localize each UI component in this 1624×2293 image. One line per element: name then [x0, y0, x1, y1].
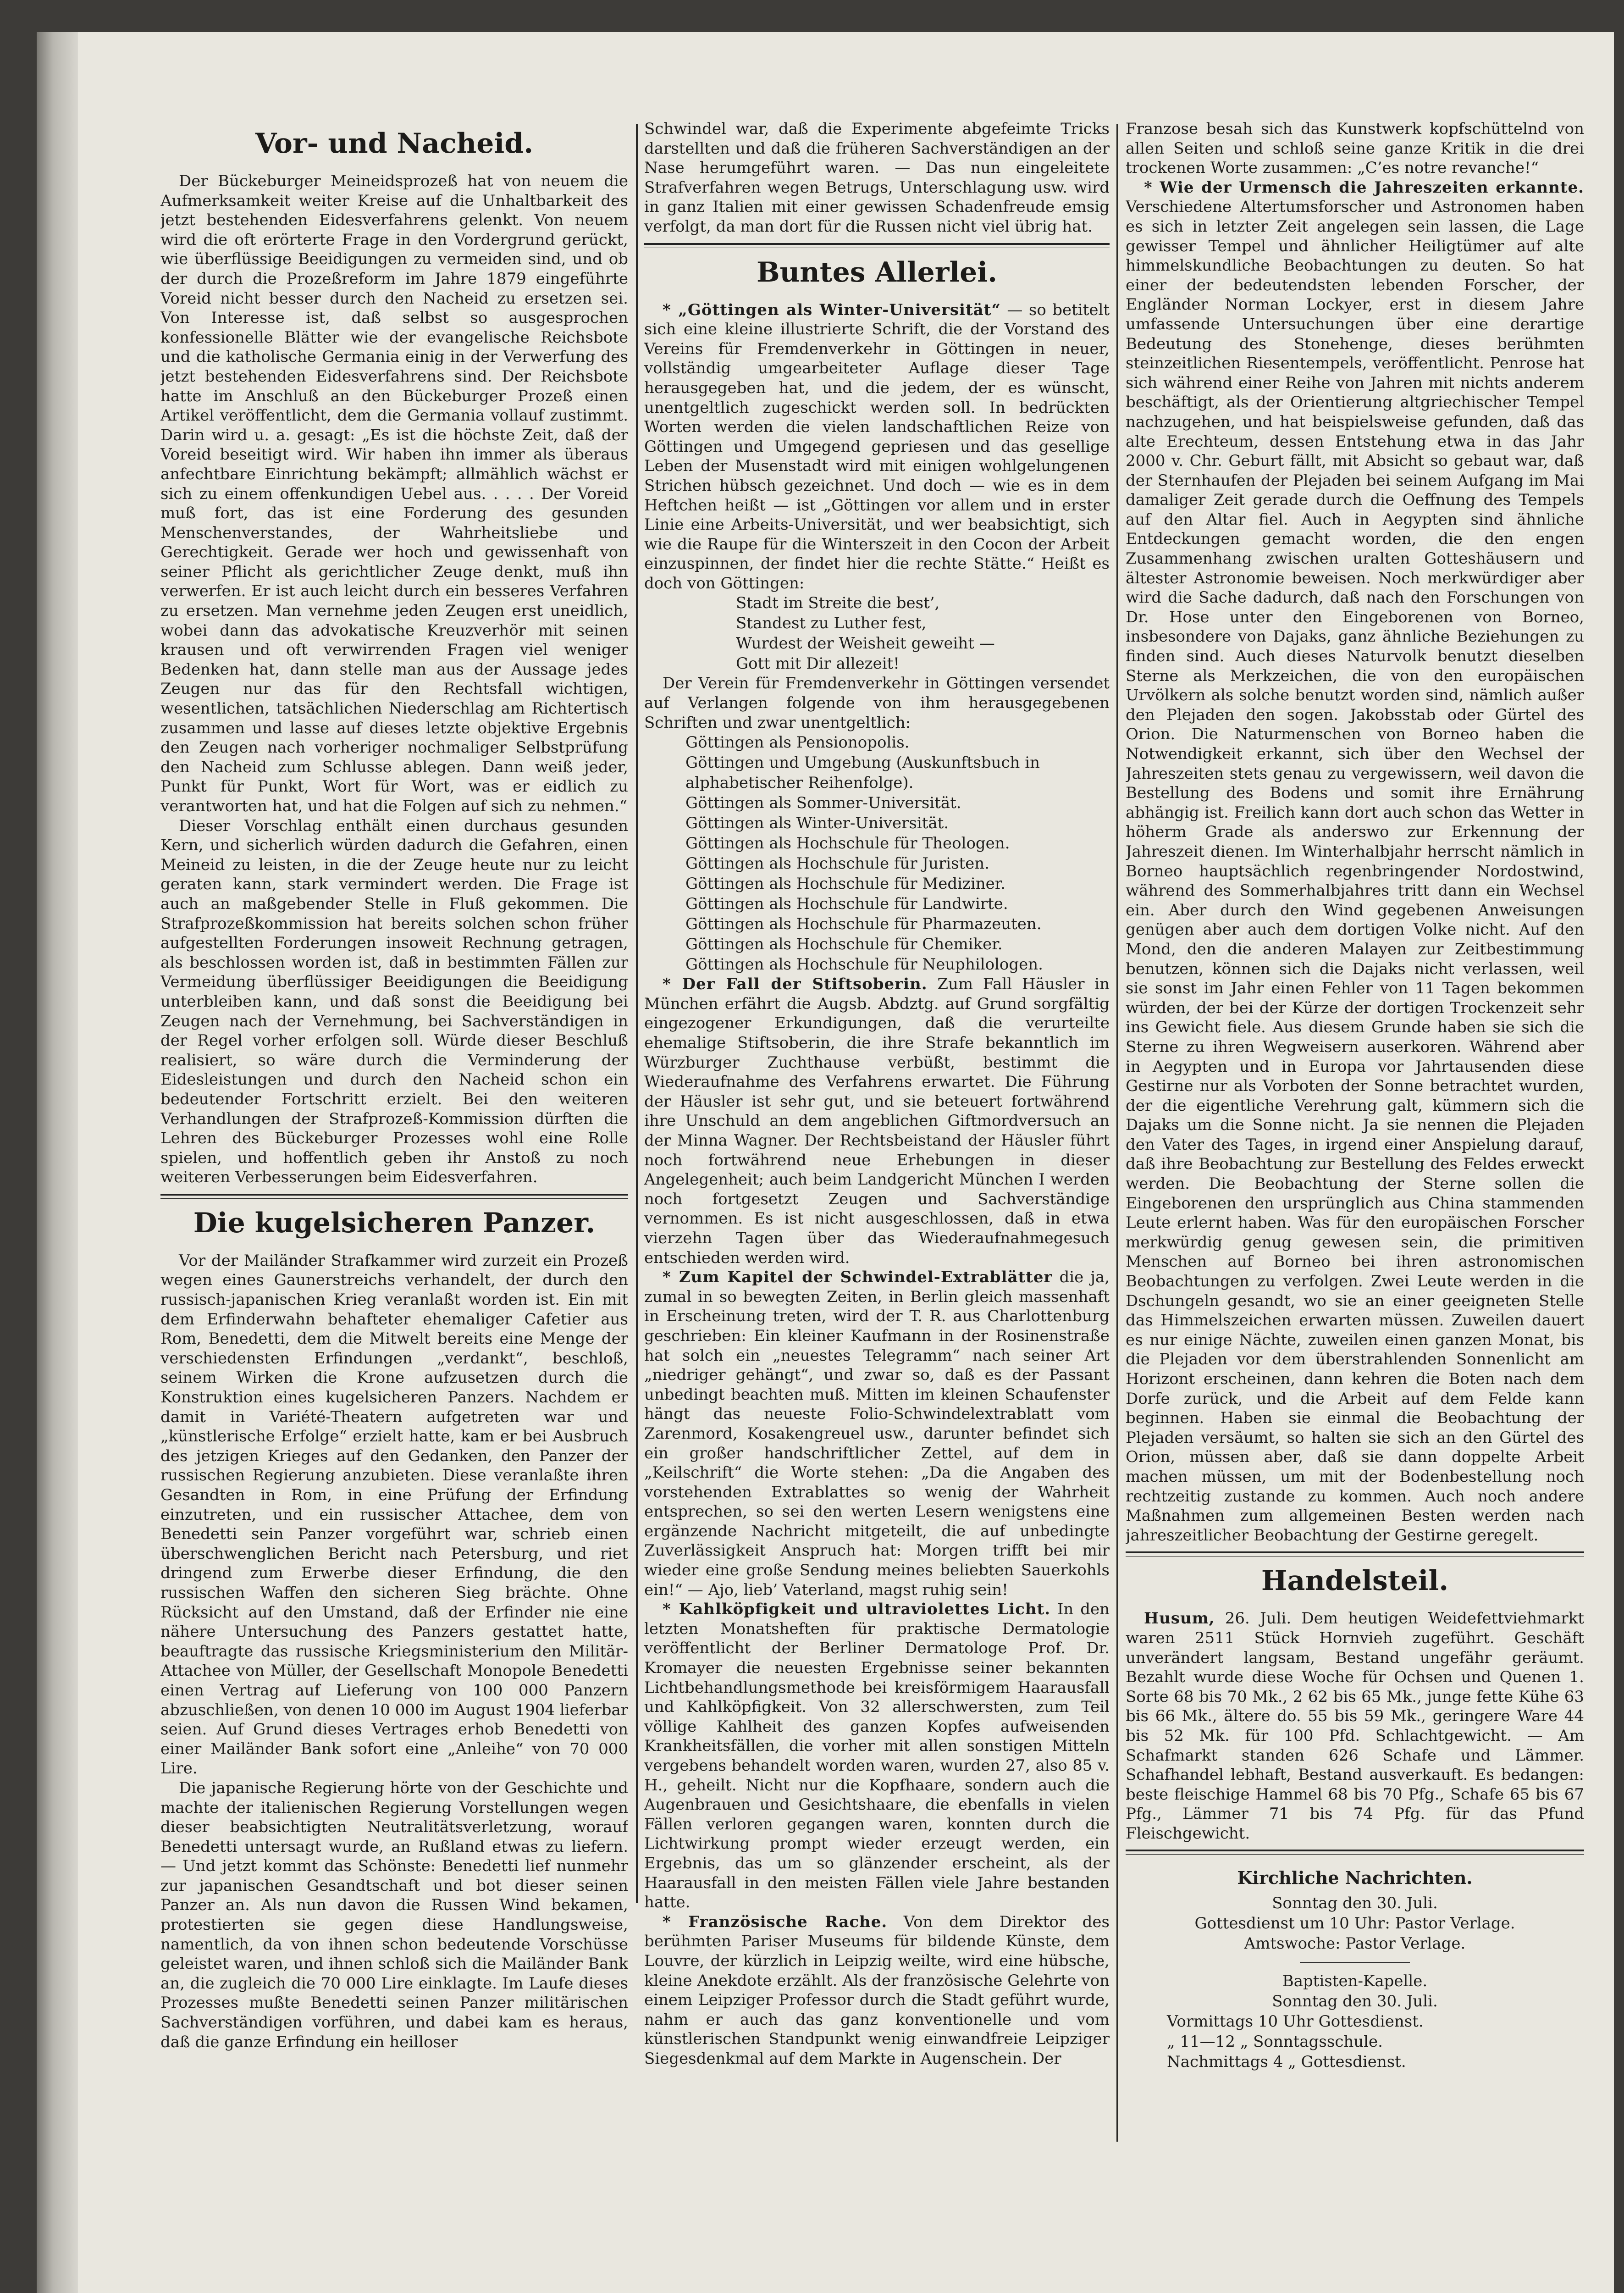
baptist-title: Baptisten-Kapelle. [1282, 1972, 1428, 1991]
section-rule [1126, 1551, 1584, 1556]
item-title: * „Göttingen als Winter-Universität“ [663, 300, 1001, 319]
article-paragraph: Der Bückeburger Meineidsprozeß hat von neuem die Aufmerksamkeit weiter Kreise auf die Unhaltbarkeit des jetzt bestehenden Eidesverfahrens gelenkt. Von neuem wird die oft erörterte Frage in den Vordergrund gerückt, wie überflüssige Beeidigungen zu vermeiden sind, und ob der durch die Prozeßreform im Jahre 1879 eingeführte Voreid nicht besser durch den Nacheid zu ersetzen sei. Von Interesse ist, daß selbst so ausgesprochen konfessionelle Blätter wie der evangelische Reichsbote und die katholische Germania einig in der Verwerfung des jetzt bestehenden Eidesverfahrens sind. Der Reichsbote hatte im Anschluß an den Bückeburger Prozeß einen Artikel veröffentlicht, dem die Germania vollauf zustimmt. Darin wird u. a. gesagt: „Es ist die höchste Zeit, daß der Voreid beseitigt wird. Wir haben ihn immer als überaus anfechtbare Einrichtung bekämpft; allmählich wächst er sich zu einem offenkundigen Uebel aus. . . . . Der Voreid muß fort, das ist eine Forderung des gesunden Menschenverstandes, der Wahrheitsliebe und Gerechtigkeit. Gerade wer hoch und gewissenhaft von seiner Pflicht als gerichtlicher Zeuge denkt, muß ihn verwerfen. Er ist auch leicht durch ein besseres Verfahren zu ersetzen. Man vernehme jeden Zeugen erst uneidlich, wobei dann das advokatische Kreuzverhör mit seinen krausen und oft verwirrenden Fragen viel weniger Bedenken hat, dann stelle man aus der Aussage jedes Zeugen nur das für den Rechtsfall wichtigen, wesentlichen, tatsächlichen Niederschlag am Richtertisch zusammen und lasse auf dieses letzte objektive Ergebnis den Zeugen nach vorheriger nochmaliger Selbstprüfung den Nacheid zum Schlusse ablegen. Dann weiß jeder, Punkt für Punkt, Wort für Wort, was er eidlich zu verantworten hat, und hat die Folgen auf sich zu nehmen.“ [160, 172, 628, 815]
list-item: Göttingen als Hochschule für Theologen. [685, 834, 1010, 853]
list-item: Göttingen als Winter-Universität. [685, 814, 949, 833]
publication-list [685, 732, 1110, 975]
column-middle [644, 119, 1110, 2155]
item-title: Husum, [1144, 1609, 1215, 1628]
item-title: * Wie der Urmensch die Jahreszeiten erkannte. [1144, 178, 1584, 197]
poem-line: Gott mit Dir allezeit! [736, 654, 900, 673]
poem-line: Standest zu Luther fest, [736, 614, 927, 633]
column-divider [636, 124, 638, 1903]
item-text: Zum Fall Häusler in München erfährt die Augsb. Abdztg. auf Grund sorgfältig eingezogener Erkundigungen, daß die verurteilte ehemalige Stiftsoberin, die ihre Strafe bekanntlich im Würzburger Zuchthause verbüßt, bestimmt die Wiederaufnahme des Verfahrens erwartet. Die Führung der Häusler ist sehr gut, und sie beteuert fortwährend ihre Unschuld an dem angeblichen Giftmordversuch an der Minna Wagner. Der Rechtsbeistand der Häusler führt noch fortwährend neue Erhebungen in dieser Angelegenheit; auch beim Landgericht München I werden noch fortgesetzt Zeugen und Sachverständige vernommen. Es ist nicht ausgeschlossen, daß in etwa vierzehn Tagen über das Wiederaufnahmegesuch entschieden werden wird. [644, 975, 1110, 1267]
article-paragraph: Dieser Vorschlag enthält einen durchaus gesunden Kern, und sicherlich würden dadurch die Gefahren, einen Meineid zu leisten, in die der Zeuge heute nur zu leicht geraten kann, stark vermindert werden. Die Frage ist auch an maßgebender Stelle in Fluß gekommen. Die Strafprozeßkommission hat bereits solchen schon früher aufgestellten Forderungen insoweit Rechnung getragen, als beschlossen worden ist, daß in bestimmten Fällen zur Vermeidung überflüssiger Beeidigungen die Beeidigung unterbleiben kann, und daß sonst die Beeidigung bei Zeugen nach der Vernehmung, bei Sachverständigen in der Regel vorher erfolgen soll. Würde dieser Beschluß realisiert, so wäre durch die Verminderung der Eidesleistungen und durch den Nacheid schon ein bedeutender Fortschritt erzielt. Bei den weiteren Verhandlungen der Strafprozeß-Kommission dürften die Lehren des Bückeburger Prozesses wohl eine Rolle spielen, und hoffentlich geben ihr Anstoß zu noch weiteren Verbesserungen beim Eidesverfahren. [160, 816, 628, 1187]
section-rule [644, 243, 1110, 248]
column-divider [1116, 124, 1118, 2142]
item-title: * Zum Kapitel der Schwindel-Extrablätter [663, 1268, 1053, 1287]
list-item: Göttingen als Hochschule für Mediziner. [685, 875, 1006, 893]
article-paragraph: Franzose besah sich das Kunstwerk kopfschüttelnd von allen Seiten und schloß seine ganze Kritik in die drei trockenen Worte zusammen: „C’es notre revanche!“ [1126, 120, 1584, 177]
item-text: — so betitelt sich eine kleine illustrierte Schrift, die der Vorstand des Vereins für Fremdenverkehr in Göttingen in neuer, vollständig umgearbeiteter Auflage dieser Tage herausgegeben hat, und die jedem, der es wünscht, unentgeltlich zugeschickt werden soll. In bedrückten Worten werden die vielen landschaftlichen Reize von Göttingen und Umgegend gepriesen und das gesellige Leben der Musenstadt wird mit einigen wohlgelungenen Strichen hübsch gezeichnet. Und doch — wie es in dem Heftchen heißt — ist „Göttingen vor allem und in erster Linie eine Arbeits-Universität, und wer beabsichtigt, sich wie die Raupe für die Winterszeit in den Cocon der Arbeit einzuspinnen, der findet hier die rechte Stätte.“ Heißt es doch von Göttingen: [644, 300, 1110, 593]
item-title: * Kahlköpfigkeit und ultraviolettes Licht. [663, 1600, 1051, 1619]
item-text: die ja, zumal in so bewegten Zeiten, in Berlin gleich massenhaft in Erscheinung treten, wird der T. R. aus Charlottenburg geschrieben: Ein kleiner Kaufmann in der Rosinenstraße hat solch ein „neuestes Telegramm“ nach seiner Art „niedriger gehängt“, und zwar so, daß es der Passant unbedingt beachten muß. Mitten im kleinen Schaufenster hängt das neueste Folio-Schwindelextrablatt vom Zarenmord, Kosakengreuel usw., darunter befindet sich ein großer handschriftlicher Zettel, auf dem in „Keilschrift“ die Worte stehen: „Da die Angaben des vorstehenden Extrablattes so wenig der Wahrheit entsprechen, so sei den werten Lesern wenigstens eine ergänzende Nachricht mitgeteilt, die auf unbedingte Zuverlässigkeit Anspruch hat: Morgen trifft bei mir wieder eine große Sendung meines beliebten Sauerkohls ein!“ — Ajo, lieb’ Vaterland, magst ruhig sein! [644, 1268, 1110, 1599]
item-text: 26. Juli. Dem heutigen Weidefettviehmarkt waren 2511 Stück Hornvieh zugeführt. Geschäft unverändert langsam, Bestand ungefähr geräumt. Bezahlt wurde diese Woche für Ochsen und Quenen 1. Sorte 68 bis 70 Mk., 2 62 bis 65 Mk., junge fette Kühe 63 bis 66 Mk., ältere do. 55 bis 59 Mk., geringere Ware 44 bis 52 Mk. für 100 Pfd. Schlachtgewicht. — Am Schafmarkt standen 626 Schafe und Lämmer. Schafhandel lebhaft, Bestand ausverkauft. Es bedangen: beste fleischige Hammel 68 bis 70 Pfg., Schafe 65 bis 67 Pfg., Lämmer 71 bis 74 Pfg. für das Pfund Fleischgewicht. [1126, 1609, 1584, 1843]
poem-line: Wurdest der Weisheit geweiht — [736, 634, 995, 653]
item-title: * Französische Rache. [663, 1912, 888, 1931]
church-news-title: Kirchliche Nachrichten. [1237, 1867, 1473, 1889]
church-line: Sonntag den 30. Juli. [1272, 1894, 1438, 1913]
poem-line: Stadt im Streite die best’, [736, 594, 940, 613]
list-item: Göttingen als Hochschule für Juristen. [685, 854, 989, 873]
list-item: Göttingen als Hochschule für Chemiker. [685, 935, 1003, 954]
item-title: * Der Fall der Stiftsoberin. [663, 975, 928, 994]
newspaper-page [37, 32, 1614, 2293]
list-item: Göttingen als Sommer-Universität. [685, 794, 961, 813]
schedule-line: Nachmittags 4 „ Gottesdienst. [1167, 2053, 1406, 2071]
column-left [160, 119, 628, 2169]
baptist-date: Sonntag den 30. Juli. [1272, 1992, 1438, 2011]
schedule-line: Vormittags 10 Uhr Gottesdienst. [1167, 2012, 1424, 2031]
article-heading: Die kugelsicheren Panzer. [193, 1207, 596, 1239]
page-binding-edge [37, 32, 78, 2293]
church-line: Gottesdienst um 10 Uhr: Pastor Verlage. [1194, 1914, 1515, 1933]
item-text: In den letzten Monatsheften für praktische Dermatologie veröffentlicht der Berliner Dermatologe Prof. Dr. Kromayer die neuesten Ergebnisse seiner bekannten Lichtbehandlungsmethode bei kreisförmigem Haarausfall und Kahlköpfigkeit. Von 32 allerschwersten, zum Teil völlige Kahlheit des ganzen Kopfes aufweisenden Krankheitsfällen, die vorher mit allen sonstigen Mitteln vergebens behandelt worden waren, wurden 27, also 85 v. H., geheilt. Nicht nur die Kopfhaare, sondern auch die Augenbrauen und Gesichtshaare, die ebenfalls in vielen Fällen verloren gegangen waren, konnten durch die Lichtwirkung prompt wieder erzeugt werden, ein Ergebnis, das um so glänzender erscheint, als der Haarausfall in den meisten Fällen viele Jahre bestanden hatte. [644, 1600, 1110, 1912]
article-heading: Vor- und Nacheid. [255, 127, 534, 160]
list-item: Göttingen und Umgebung (Auskunftsbuch in alphabetischer Reihenfolge). [685, 753, 1040, 792]
item-text: Verschiedene Altertumsforscher und Astronomen haben es sich in letzter Zeit angelegen sein lassen, die Lage gewisser Tempel und ähnlicher Heiligtümer auf alte himmelskundliche Beobachtungen zu deuten. So hat einer der bedeutendsten lebenden Forscher, der Engländer Norman Lockyer, erst in diesem Jahre umfassende Untersuchungen über eine derartige Bedeutung des Stonehenge, dieses berühmten steinzeitlichen Riesentempels, veröffentlicht. Penrose hat sich während einer Reihe von Jahren mit nichts anderem beschäftigt, als der Orientierung altgriechischer Tempel nachzugehen, und hat beispielsweise gefunden, daß das alte Erechteum, dessen Entstehung etwa in das Jahr 2000 v. Chr. Geburt fällt, mit Absicht so gebaut war, daß der Sternhaufen der Plejaden bei seinem Aufgang im Mai damaliger Zeit gerade durch die Oeffnung des Tempels auf den Altar fiel. Auch in Aegypten sind ähnliche Entdeckungen gemacht worden, die den engen Zusammenhang zwischen uralten Gotteshäusern und ältester Astronomie beweisen. Noch merkwürdiger aber wird die Sache dadurch, daß nach den Forschungen von Dr. Hose unter den Eingeborenen von Borneo, insbesondere von Dajaks, ganz ähnliche Beziehungen zu finden sind. Auch dieses Naturvolk benutzt dieselben Sterne als Merkzeichen, die von den europäischen Urvölkern als solche benutzt worden sind, nämlich außer den Plejaden den sogen. Jakobsstab oder Gürtel des Orion. Die Naturmenschen von Borneo haben die Notwendigkeit erkannt, sich über den Wechsel der Jahreszeiten stets genau zu vergewissern, weil davon die Bestellung des Bodens und somit ihre Ernährung abhängig ist. Freilich kann dort auch schon das Wetter in höherm Grade als anderswo zur Erkennung der Jahreszeit dienen. Im Winterhalbjahr herrscht nämlich in Borneo hauptsächlich regenbringender Nordostwind, während des Sommerhalbjahres tritt dann ein Wechsel ein. Aber durch den Wind gegebenen Anweisungen genügen aber auch dem dortigen Volke nicht. Auf den Mond, den die anderen Malayen zur Zeitbestimmung benutzen, können sich die Dajaks nicht verlassen, weil sie sonst im Jahr einen Fehler von 11 Tagen bekommen würden, der bei der Kürze der dortigen Trockenzeit sehr ins Gewicht fiele. Aus diesem Grunde haben sie sich die Sterne zu ihren Wegweisern auserkoren. Während aber in Aegypten und in Europa vor Jahrtausenden diese Gestirne nur als Vorboten der Sonne betrachtet wurden, der die eigentliche Verehrung galt, kümmern sich die Dajaks um die Sonne nicht. Ja sie nennen die Plejaden den Vater des Tages, in irgend einer Anspielung darauf, daß ihre Beobachtung zur Bestellung des Feldes erweckt werden. Die Beobachtung der Sterne sollen die Eingeborenen den ursprünglich aus China stammenden Leute erlernt haben. Was für den europäischen Forscher merkwürdig genug gewesen sein, die primitiven Menschen auf Borneo bei ihren astronomischen Beobachtungen zu verfolgen. Zwei Leute werden in die Dschungeln gesandt, wo sie an einer geeigneten Stelle das Himmelszeichen erwarten müssen. Zuweilen dauert es nur einige Nächte, zuweilen einen ganzen Monat, bis die Plejaden vor dem überstrahlenden Sonnenlicht am Horizont erscheinen, dann kehren die Boten nach dem Dorfe zurück, und die Arbeit auf dem Felde kann beginnen. Haben sie einmal die Beobachtung der Plejaden versäumt, so halten sie sich an den Gürtel des Orion, müssen aber, daß sie dann doppelte Arbeit machen müssen, um mit der Bodenbestellung noch rechtzeitig zustande zu kommen. Auch noch andere Maßnahmen zum allgemeinen Besten werden nach jahreszeitlicher Beobachtung der Gestirne geregelt. [1126, 198, 1584, 1545]
list-item: Göttingen als Hochschule für Pharmazeuten. [685, 915, 1042, 934]
column-right [1126, 119, 1584, 2146]
item-text: Von dem Direktor des berühmten Pariser Museums für bildende Künste, dem Louvre, der kürzlich in Leipzig weilte, wird eine hübsche, kleine Anekdote erzählt. Als der französische Gelehrte von einem Leipziger Professor durch die Stadt geführt wurde, nahm er auch das ganz konventionelle und vom künstlerischen Standpunkt wenig einwandfreie Leipziger Siegesdenkmal auf dem Markte in Augenschein. Der [644, 1912, 1110, 2068]
divider [1300, 1962, 1410, 1963]
church-line: Amtswoche: Pastor Verlage. [1244, 1934, 1466, 1953]
list-item: Göttingen als Hochschule für Landwirte. [685, 895, 1008, 914]
article-paragraph: Der Verein für Fremdenverkehr in Göttingen versendet auf Verlangen folgende von ihm herausgegebenen Schriften und zwar unentgeltlich: [644, 674, 1110, 732]
list-item: Göttingen als Hochschule für Neuphilologen. [685, 955, 1043, 974]
section-rule [160, 1194, 628, 1199]
article-paragraph: Schwindel war, daß die Experimente abgefeimte Tricks darstellten und daß die früheren Sachverständigen an der Nase herumgeführt waren. — Das nun eingeleitete Strafverfahren wegen Betrugs, Unterschlagung usw. wird in ganz Italien mit einer gewissen Schadenfreude emsig verfolgt, da man dort für die Russen nicht viel übrig hat. [644, 120, 1110, 236]
section-rule [1126, 1850, 1584, 1855]
section-heading: Handelsteil. [1261, 1565, 1449, 1597]
article-paragraph: Die japanische Regierung hörte von der Geschichte und machte der italienischen Regierung Vorstellungen wegen dieser beabsichtigten Neutralitätsverletzung, worauf Benedetti untersagt wurde, an Rußland etwas zu liefern. — Und jetzt kommt das Schönste: Benedetti lief nunmehr zur japanischen Gesandtschaft und bot dieser seinen Panzer an. Als nun davon die Russen Wind bekamen, protestierten sie gegen diese Handlungsweise, namentlich, da von ihnen schon bedeutende Vorschüsse geleistet waren, und ihnen schloß sich die Mailänder Bank an, die zugleich die 70 000 Lire einklagte. Im Laufe dieses Prozesses mußte Benedetti seinen Panzer militärischen Sachverständigen vorführen, und dabei kam es heraus, daß die ganze Erfindung ein heilloser [160, 1778, 628, 2051]
list-item: Göttingen als Pensionopolis. [685, 733, 910, 752]
section-heading: Buntes Allerlei. [756, 256, 998, 288]
schedule-line: „ 11—12 „ Sonntagsschule. [1167, 2033, 1383, 2051]
poem [644, 593, 1110, 674]
article-paragraph: Vor der Mailänder Strafkammer wird zurzeit ein Prozeß wegen eines Gaunerstreichs verhandelt, der durch den russisch-japanischen Krieg veranlaßt worden ist. Ein mit dem Erfinderwahn behafteter ehemaliger Cafetier aus Rom, Benedetti, dem die Mitwelt bereits eine Menge der verschiedensten Erfindungen „verdankt“, beschloß, seinem Wirken die Krone aufzusetzen durch die Konstruktion eines kugelsicheren Panzers. Nachdem er damit in Variété-Theatern aufgetreten war und „künstlerische Erfolge“ erzielt hatte, kam er bei Ausbruch des jetzigen Krieges auf den Gedanken, den Panzer der russischen Regierung anzubieten. Diese veranlaßte ihren Gesandten in Rom, in eine Prüfung der Erfindung einzutreten, und ein russischer Attachee, dem von Benedetti sein Panzer vorgeführt war, schrieb einen überschwenglichen Bericht nach Petersburg, und riet dringend zum Erwerbe dieser Erfindung, die den russischen Waffen den sicheren Sieg brächte. Ohne Rücksicht auf den Umstand, daß der Erfinder nie eine nähere Untersuchung des Panzers gestattet hatte, beauftragte das russische Kriegsministerium den Militär-Attachee von Müller, der Gesellschaft Monopole Benedetti einen Vertrag auf Lieferung von 100 000 Panzern abzuschließen, von denen 10 000 im August 1904 lieferbar seien. Auf Grund dieses Vertrages erhob Benedetti von einer Mailänder Bank sofort eine „Anleihe“ von 70 000 Lire. [160, 1251, 628, 1778]
